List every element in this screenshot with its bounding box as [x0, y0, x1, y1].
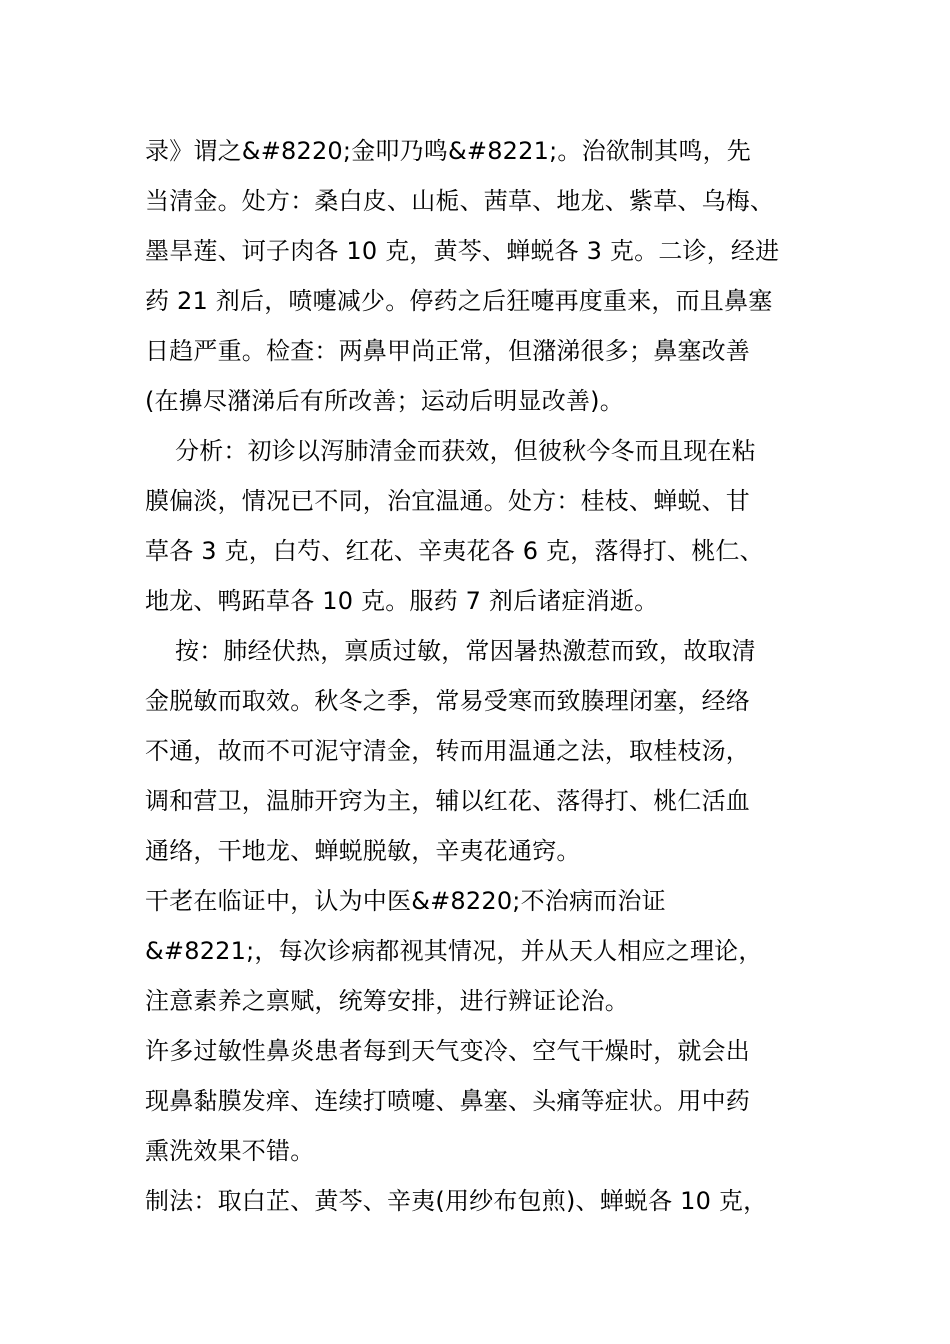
text-line: 膜偏淡，情况已不同，治宜温通。处方：桂枝、蝉蜕、甘 — [145, 487, 750, 515]
paragraph-start-line: 分析：初诊以泻肺清金而获效，但彼秋今冬而且现在粘 — [175, 437, 756, 465]
text-line: 注意素养之禀赋，统筹安排，进行辨证论治。 — [145, 987, 629, 1015]
text-line: 草各 3 克，白芍、红花、辛夷花各 6 克，落得打、桃仁、 — [145, 537, 764, 565]
paragraph-start-line: 许多过敏性鼻炎患者每到天气变冷、空气干燥时，就会出 — [145, 1037, 750, 1065]
text-line: 药 21 剂后，喷嚏减少。停药之后狂嚏再度重来，而且鼻塞 — [145, 287, 773, 315]
text-line: 通络，干地龙、蝉蜕脱敏，辛夷花通窍。 — [145, 837, 581, 865]
text-line: 不通，故而不可泥守清金，转而用温通之法，取桂枝汤， — [145, 737, 750, 765]
paragraph-start-line: 按：肺经伏热，禀质过敏，常因暑热激惹而致，故取清 — [175, 637, 756, 665]
text-line: 日趋严重。检查：两鼻甲尚正常，但潴涕很多；鼻塞改善 — [145, 337, 750, 365]
paragraph-start-line: 制法：取白芷、黄芩、辛夷(用纱布包煎)、蝉蜕各 10 克， — [145, 1187, 768, 1215]
text-line: 熏洗效果不错。 — [145, 1137, 315, 1165]
paragraph-start-line: 干老在临证中，认为中医&#8220;不治病而治证 — [145, 887, 666, 915]
text-line: 金脱敏而取效。秋冬之季，常易受寒而致腠理闭塞，经络 — [145, 687, 750, 715]
text-line: 地龙、鸭跖草各 10 克。服药 7 剂后诸症消逝。 — [145, 587, 659, 615]
text-line: 调和营卫，温肺开窍为主，辅以红花、落得打、桃仁活血 — [145, 787, 750, 815]
text-line: 录》谓之&#8220;金叩乃鸣&#8221;。治欲制其鸣，先 — [145, 137, 751, 165]
text-line: 墨旱莲、诃子肉各 10 克，黄芩、蝉蜕各 3 克。二诊，经进 — [145, 237, 780, 265]
text-line: (在擤尽潴涕后有所改善；运动后明显改善)。 — [145, 387, 624, 415]
text-line: 当清金。处方：桑白皮、山栀、茜草、地龙、紫草、乌梅、 — [145, 187, 775, 215]
text-line: 现鼻黏膜发痒、连续打喷嚏、鼻塞、头痛等症状。用中药 — [145, 1087, 750, 1115]
text-line: &#8221;，每次诊病都视其情况，并从天人相应之理论， — [145, 937, 763, 965]
